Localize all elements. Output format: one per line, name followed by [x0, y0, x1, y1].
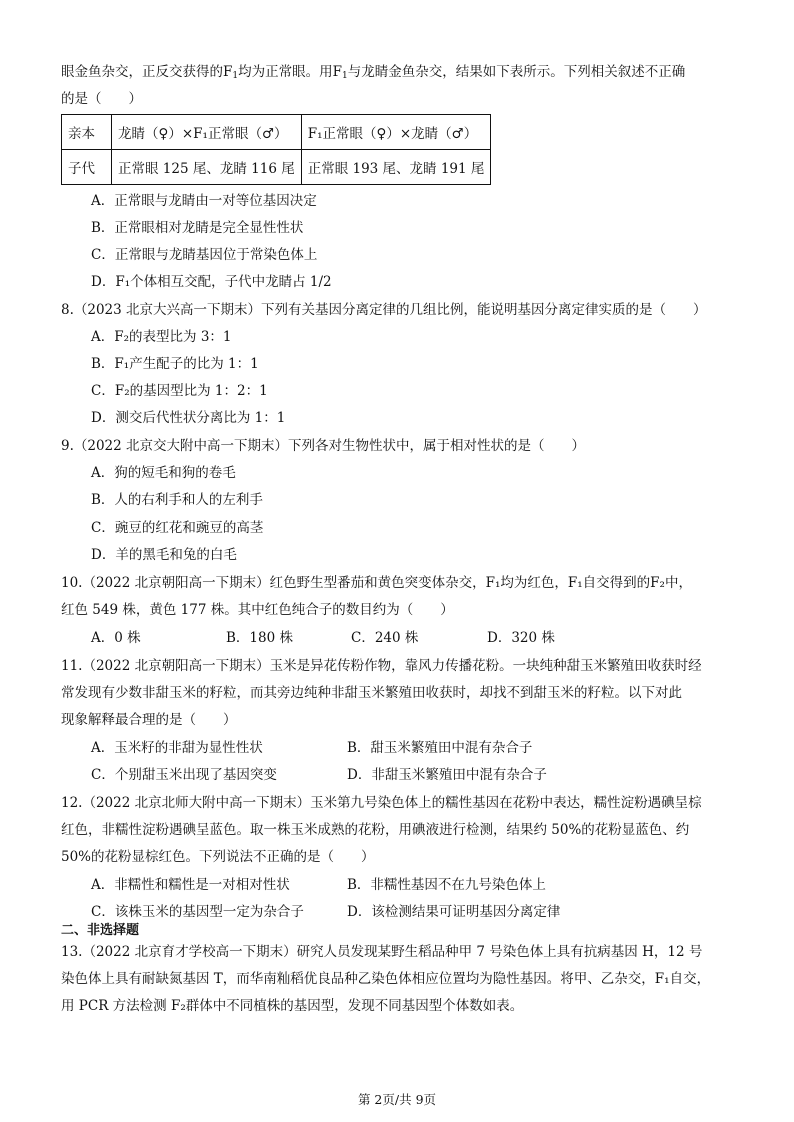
q9-option-c: C．豌豆的红花和豌豆的高茎 [91, 520, 264, 536]
intro-text-c: 与龙睛金鱼杂交，结果如下表所示。下列相关叙述不正确 [347, 64, 686, 80]
cross-result-table [61, 114, 491, 185]
q13-stem-1: 13.（2022 北京育才学校高一下期末）研究人员发现某野生稻品种甲 7 号染色体上具有抗病基因 H，12 号 [61, 944, 703, 960]
q9-option-d: D．羊的黑毛和兔的白毛 [91, 547, 237, 563]
q10-option-b: B．180 株 [226, 630, 293, 646]
q10-stem-1: 10.（2022 北京朝阳高一下期末）红色野生型番茄和黄色突变体杂交，F₁均为红色，F₁自交得到的F₂中， [61, 575, 692, 591]
table-row [62, 150, 491, 185]
q13-stem-3: 用 PCR 方法检测 F₂群体中不同植株的基因型，发现不同基因型个体数如表。 [61, 998, 524, 1014]
intro-line-1 [61, 63, 685, 81]
table-cell: 龙睛（♀）×F₁正常眼（♂） [112, 115, 302, 150]
q10-option-a: A．0 株 [91, 630, 141, 646]
table-cell: 正常眼 125 尾、龙睛 116 尾 [112, 150, 302, 185]
q11-stem-1: 11.（2022 北京朝阳高一下期末）玉米是异花传粉作物，靠风力传播花粉。一块纯种甜玉米繁殖田收获时经 [61, 658, 702, 674]
table-row [62, 115, 491, 150]
q12-option-c: C．该株玉米的基因型一定为杂合子 [91, 904, 304, 920]
intro-sub-1: 1 [232, 71, 239, 81]
q10-stem-2: 红色 549 株，黄色 177 株。其中红色纯合子的数目约为（ ） [61, 602, 454, 618]
q11-option-a: A．玉米籽的非甜为显性性状 [91, 740, 263, 756]
intro-text-b: 均为正常眼。用F [238, 64, 342, 80]
table-cell: 正常眼 193 尾、龙睛 191 尾 [301, 150, 491, 185]
q9-stem: 9.（2022 北京交大附中高一下期末）下列各对生物性状中，属于相对性状的是（ ） [61, 438, 586, 454]
table-cell-label: 子代 [62, 150, 112, 185]
q11-option-b: B．甜玉米繁殖田中混有杂合子 [347, 740, 533, 756]
table-cell: F₁正常眼（♀）×龙睛（♂） [301, 115, 491, 150]
q11-stem-2: 常发现有少数非甜玉米的籽粒，而其旁边纯种非甜玉米繁殖田收获时，却找不到甜玉米的籽粒。以下对此 [61, 685, 682, 701]
q13-stem-2: 染色体上具有耐缺氮基因 T，而华南籼稻优良品种乙染色体相应位置均为隐性基因。将甲、乙杂交，F₁自交， [61, 971, 711, 987]
q12-stem-2: 红色，非糯性淀粉遇碘呈蓝色。取一株玉米成熟的花粉，用碘液进行检测，结果约 50%的花粉显蓝色、约 [61, 822, 690, 838]
q8-option-c: C．F₂的基因型比为 1：2：1 [91, 383, 268, 399]
q8-option-b: B．F₁产生配子的比为 1：1 [91, 356, 259, 372]
q9-option-b: B．人的右利手和人的左利手 [91, 492, 263, 508]
q10-option-c: C．240 株 [351, 630, 419, 646]
q11-option-d: D．非甜玉米繁殖田中混有杂合子 [347, 767, 547, 783]
q8-stem: 8.（2023 北京大兴高一下期末）下列有关基因分离定律的几组比例，能说明基因分离定律实质的是（ ） [61, 302, 707, 318]
table-cell-label: 亲本 [62, 115, 112, 150]
q7-option-c: C．正常眼与龙睛基因位于常染色体上 [91, 247, 318, 263]
q8-option-d: D．测交后代性状分离比为 1：1 [91, 410, 286, 426]
q12-option-d: D．该检测结果可证明基因分离定律 [347, 904, 561, 920]
q8-option-a: A．F₂的表型比为 3：1 [91, 329, 232, 345]
intro-text-a: 眼金鱼杂交，正反交获得的F [61, 64, 233, 80]
section-heading: 二、非选择题 [61, 923, 140, 938]
q12-option-b: B．非糯性基因不在九号染色体上 [347, 877, 546, 893]
q10-option-d: D．320 株 [487, 630, 555, 646]
page-footer: 第 2页/共 9页 [357, 1092, 437, 1107]
intro-line-2: 的是（ ） [61, 91, 142, 107]
q12-option-a: A．非糯性和糯性是一对相对性状 [91, 877, 290, 893]
q7-option-a: A．正常眼与龙睛由一对等位基因决定 [91, 193, 317, 209]
q11-option-c: C．个别甜玉米出现了基因突变 [91, 767, 277, 783]
intro-sub-2: 1 [341, 71, 348, 81]
q12-stem-1: 12.（2022 北京北师大附中高一下期末）玉米第九号染色体上的糯性基因在花粉中表达，糯性淀粉遇碘呈棕 [61, 795, 702, 811]
q11-stem-3: 现象解释最合理的是（ ） [61, 712, 237, 728]
q12-stem-3: 50%的花粉显棕红色。下列说法不正确的是（ ） [61, 849, 375, 865]
q7-option-b: B．正常眼相对龙睛是完全显性性状 [91, 220, 304, 236]
q7-option-d: D．F₁个体相互交配，子代中龙睛占 1/2 [91, 274, 332, 290]
q9-option-a: A．狗的短毛和狗的卷毛 [91, 465, 236, 481]
